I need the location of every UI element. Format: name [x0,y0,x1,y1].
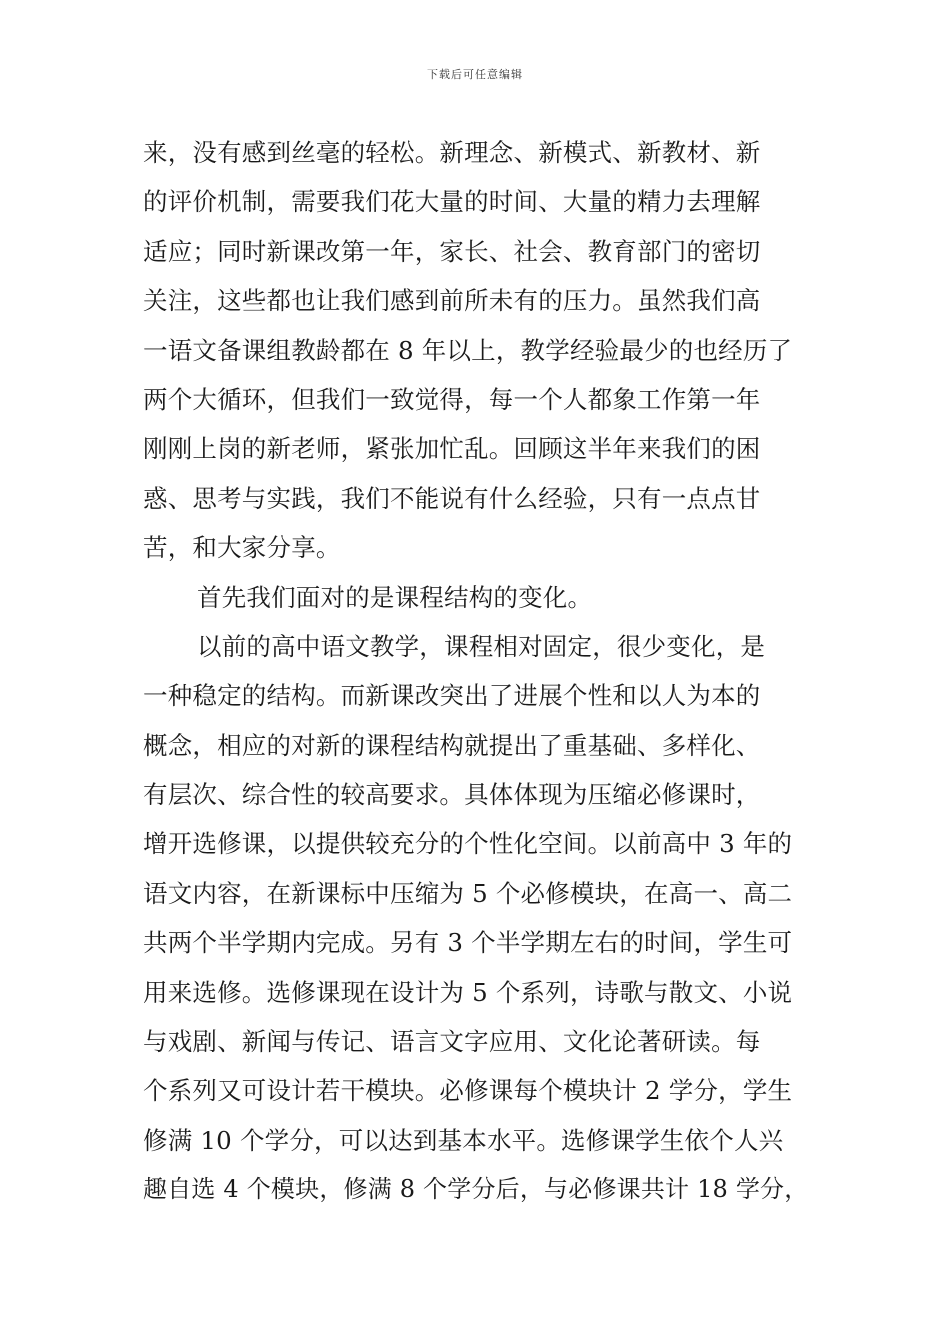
text-line: 的评价机制，需要我们花大量的时间、大量的精力去理解 [143,187,761,217]
header-note: 下载后可任意编辑 [427,68,523,81]
text-line: 与戏剧、新闻与传记、语言文字应用、文化论著研读。每 [143,1027,761,1057]
text-line: 趣自选 4 个模块，修满 8 个学分后，与必修课共计 18 学分， [143,1175,809,1204]
text-line: 两个大循环，但我们一致觉得，每一个人都象工作第一年 [143,384,761,414]
text-line: 用来选修。选修课现在设计为 5 个系列，诗歌与散文、小说 [143,977,793,1007]
text-line: 刚刚上岗的新老师，紧张加忙乱。回顾这半年来我们的困 [143,434,761,464]
text-line: 惑、思考与实践，我们不能说有什么经验，只有一点点甘 [143,483,761,513]
paragraph-first-line: 以前的高中语文教学，课程相对固定，很少变化，是 [197,631,766,661]
text-line: 有层次、综合性的较高要求。具体体现为压缩必修课时， [143,780,761,810]
text-line: 适应；同时新课改第一年，家长、社会、教育部门的密切 [143,236,761,266]
text-line: 来，没有感到丝毫的轻松。新理念、新模式、新教材、新 [143,138,761,167]
text-line: 一语文备课组教龄都在 8 年以上，教学经验最少的也经历了 [143,335,793,365]
document-body [143,128,811,1215]
text-line: 一种稳定的结构。而新课改突出了进展个性和以人为本的 [143,681,761,711]
text-line: 共两个半学期内完成。另有 3 个半学期左右的时间，学生可 [143,928,793,958]
text-line: 概念，相应的对新的课程结构就提出了重基础、多样化、 [143,730,761,760]
text-line: 增开选修课，以提供较充分的个性化空间。以前高中 3 年的 [143,829,793,859]
text-line: 修满 10 个学分，可以达到基本水平。选修课学生依个人兴 [143,1125,784,1155]
text-line: 苦，和大家分享。 [143,533,341,563]
text-line: 语文内容，在新课标中压缩为 5 个必修模块，在高一、高二 [143,878,793,908]
paragraph-first-line: 首先我们面对的是课程结构的变化。 [197,582,593,612]
text-line: 关注，这些都也让我们感到前所未有的压力。虽然我们高 [143,286,761,316]
text-line: 个系列又可设计若干模块。必修课每个模块计 2 学分，学生 [143,1076,793,1106]
